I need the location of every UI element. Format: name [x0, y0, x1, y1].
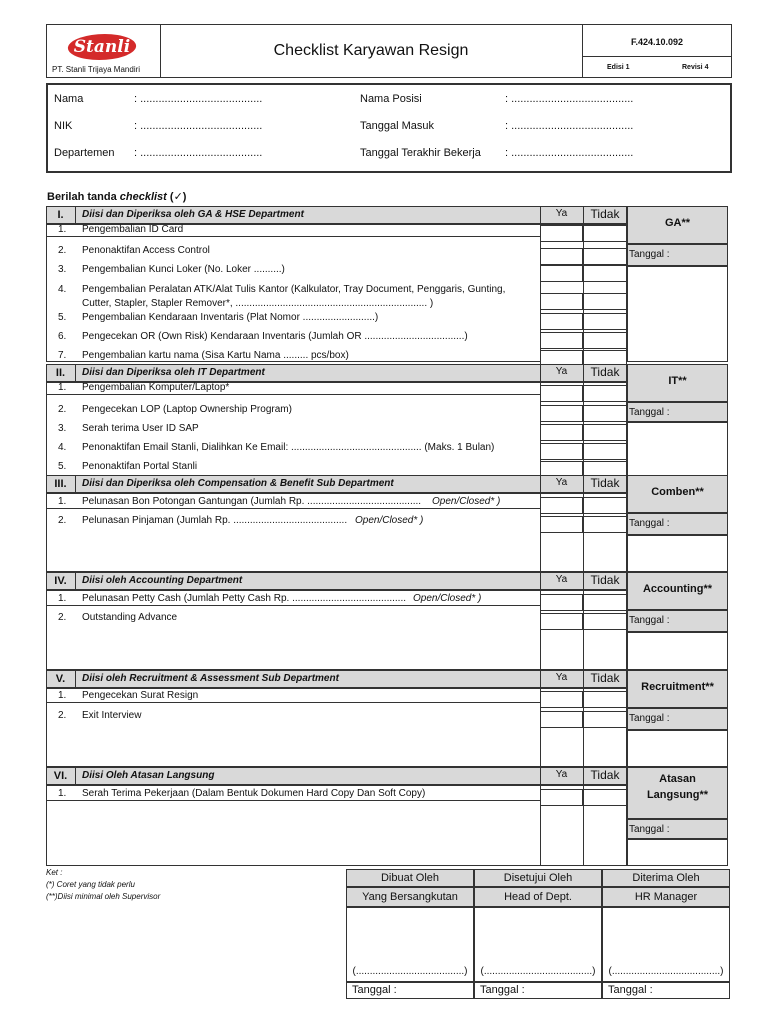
tidak-checkbox[interactable]: [583, 711, 627, 728]
item-number: 2.: [58, 404, 67, 415]
checklist-item: Penonaktifan Email Stanli, Dialihkan Ke Email: ............................................... (Maks. 1 Bulan): [82, 442, 495, 453]
sig-date-label: Tanggal :: [352, 984, 397, 996]
col-tidak-header: Tidak: [590, 365, 620, 379]
item-number: 1.: [58, 224, 67, 235]
signoff-date-label: Tanggal :: [629, 518, 670, 529]
section-number: VI.: [53, 770, 68, 782]
tidak-checkbox[interactable]: [583, 613, 627, 630]
ya-checkbox[interactable]: [540, 293, 583, 310]
field-nama-posisi[interactable]: : ........................................: [505, 93, 634, 105]
revision: Revisi 4: [682, 64, 709, 71]
sig-role: Dibuat Oleh: [380, 872, 440, 884]
sig-person: Yang Bersangkutan: [362, 891, 458, 903]
signoff-signature[interactable]: [627, 730, 728, 767]
field-tanggal-masuk[interactable]: : ........................................: [505, 120, 634, 132]
checklist-item: Exit Interview: [82, 710, 142, 721]
tidak-checkbox[interactable]: [583, 443, 627, 460]
signoff-date-label: Tanggal :: [629, 615, 670, 626]
ya-checkbox[interactable]: [540, 332, 583, 349]
checklist-item: Pelunasan Bon Potongan Gantungan (Jumlah Rp. .........................................: [82, 496, 422, 507]
checklist-item: Penonaktifan Portal Stanli: [82, 461, 198, 472]
checklist-item: Pelunasan Pinjaman (Jumlah Rp. .........................................: [82, 515, 348, 526]
ya-checkbox[interactable]: [540, 313, 583, 330]
tidak-checkbox[interactable]: [583, 293, 627, 310]
section-number: IV.: [54, 575, 67, 587]
col-ya-header: Ya: [555, 672, 568, 683]
checklist-item: Pengembalian ID Card: [82, 224, 184, 235]
form-number: F.424.10.092: [630, 37, 684, 47]
section-title: Diisi oleh Recruitment & Assessment Sub Department: [82, 673, 339, 684]
checklist-item: Outstanding Advance: [82, 612, 178, 623]
item-number: 1.: [58, 496, 67, 507]
section-title: Diisi dan Diperiksa oleh IT Department: [82, 367, 265, 378]
label-tanggal-masuk: Tanggal Masuk: [360, 120, 434, 132]
item-number: 7.: [58, 350, 67, 361]
sig-date-label: Tanggal :: [480, 984, 525, 996]
checklist-item: Pengembalian Kendaraan Inventaris (Plat Nomor ..........................): [82, 312, 379, 323]
checklist-item-cont: Cutter, Stapler, Stapler Remover*, ..................................................................... ): [82, 298, 434, 309]
col-tidak-header: Tidak: [590, 476, 620, 490]
checklist-item: Serah Terima Pekerjaan (Dalam Bentuk Dokumen Hard Copy Dan Soft Copy): [82, 788, 426, 799]
section-number: V.: [55, 673, 66, 685]
sig-role: Disetujui Oleh: [503, 872, 573, 884]
section-number: III.: [54, 478, 67, 490]
section-number: I.: [57, 209, 64, 221]
edition: Edisi 1: [607, 64, 630, 71]
item-number: 1.: [58, 788, 67, 799]
item-number: 3.: [58, 264, 67, 275]
tidak-checkbox[interactable]: [583, 332, 627, 349]
col-tidak-header: Tidak: [590, 671, 620, 685]
col-tidak-header: Tidak: [590, 768, 620, 782]
col-tidak-header: Tidak: [590, 207, 620, 221]
tidak-checkbox[interactable]: [583, 497, 627, 514]
checklist-item: Pengecekan OR (Own Risk) Kendaraan Inventaris (Jumlah OR ....................................): [82, 331, 468, 342]
item-number: 1.: [58, 690, 67, 701]
section-title: Diisi dan Diperiksa oleh GA & HSE Department: [82, 209, 304, 220]
checklist-item: Pengembalian Peralatan ATK/Alat Tulis Kantor (Kalkulator, Tray Document, Penggaris, Gunting,: [82, 284, 506, 295]
signoff-title: Atasan: [659, 773, 696, 785]
signoff-title-2: Langsung**: [646, 789, 709, 801]
signoff-title: Comben**: [651, 486, 704, 498]
ya-checkbox[interactable]: [540, 516, 583, 533]
item-number: 2.: [58, 515, 67, 526]
label-departemen: Departemen: [54, 147, 115, 159]
ya-checkbox[interactable]: [540, 613, 583, 630]
col-ya-header: Ya: [555, 477, 568, 488]
open-closed-option[interactable]: Open/Closed* ): [413, 593, 482, 604]
item-number: 1.: [58, 382, 67, 393]
ya-checkbox[interactable]: [540, 225, 583, 242]
checklist-item: Pengembalian Komputer/Laptop*: [82, 382, 230, 393]
tidak-checkbox[interactable]: [583, 385, 627, 402]
page-title: Checklist Karyawan Resign: [273, 42, 469, 59]
tidak-checkbox[interactable]: [583, 248, 627, 265]
signoff-signature[interactable]: [627, 422, 728, 477]
tidak-checkbox[interactable]: [583, 424, 627, 441]
signoff-title: Accounting**: [642, 583, 713, 595]
item-number: 4.: [58, 284, 67, 295]
field-tanggal-terakhir[interactable]: : ........................................: [505, 147, 634, 159]
item-number: 3.: [58, 423, 67, 434]
company-logo: Stanli: [65, 34, 139, 60]
ya-checkbox[interactable]: [540, 424, 583, 441]
signoff-date-label: Tanggal :: [629, 713, 670, 724]
tidak-checkbox[interactable]: [583, 225, 627, 242]
item-number: 2.: [58, 245, 67, 256]
notes-ket: Ket :: [46, 868, 63, 877]
checklist-item: Penonaktifan Access Control: [82, 245, 210, 256]
field-nik[interactable]: : ........................................: [134, 120, 263, 132]
notes-2: (**)Diisi minimal oleh Supervisor: [46, 892, 161, 901]
tidak-checkbox[interactable]: [583, 265, 627, 282]
checklist-item: Pengecekan LOP (Laptop Ownership Program): [82, 404, 292, 415]
signoff-signature[interactable]: [627, 266, 728, 362]
signoff-signature[interactable]: [627, 535, 728, 572]
col-tidak-header: Tidak: [590, 573, 620, 587]
signoff-date-label: Tanggal :: [629, 407, 670, 418]
label-tanggal-terakhir: Tanggal Terakhir Bekerja: [360, 147, 481, 159]
tidak-checkbox[interactable]: [583, 691, 627, 708]
ya-checkbox[interactable]: [540, 594, 583, 611]
open-closed-option[interactable]: Open/Closed* ): [355, 515, 424, 526]
open-closed-option[interactable]: Open/Closed* ): [432, 496, 501, 507]
label-nik: NIK: [54, 120, 73, 132]
label-nama-posisi: Nama Posisi: [360, 93, 422, 105]
col-ya-header: Ya: [555, 208, 568, 219]
sig-name-line: (.......................................): [480, 966, 596, 977]
sig-name-line: (.......................................): [608, 966, 724, 977]
checklist-item: Serah terima User ID SAP: [82, 423, 199, 434]
ya-checkbox[interactable]: [540, 405, 583, 422]
item-number: 2.: [58, 710, 67, 721]
section-title: Diisi Oleh Atasan Langsung: [82, 770, 215, 781]
signoff-signature[interactable]: [627, 632, 728, 670]
label-nama: Nama: [54, 93, 84, 105]
tidak-checkbox[interactable]: [583, 405, 627, 422]
ya-checkbox[interactable]: [540, 265, 583, 282]
company-name: PT. Stanli Trijaya Mandiri: [52, 65, 141, 74]
item-number: 5.: [58, 312, 67, 323]
checklist-item: Pengecekan Surat Resign: [82, 690, 199, 701]
item-number: 1.: [58, 593, 67, 604]
checklist-item: Pengembalian kartu nama (Sisa Kartu Nama ......... pcs/box): [82, 350, 349, 361]
checklist-item: Pengembalian Kunci Loker (No. Loker ..........): [82, 264, 285, 275]
section-title: Diisi dan Diperiksa oleh Compensation & Benefit Sub Department: [82, 478, 394, 489]
ya-checkbox[interactable]: [540, 385, 583, 402]
ya-checkbox[interactable]: [540, 497, 583, 514]
item-number: 2.: [58, 612, 67, 623]
col-ya-header: Ya: [555, 366, 568, 377]
col-ya-header: Ya: [555, 574, 568, 585]
signoff-date-label: Tanggal :: [629, 249, 670, 260]
sig-person: HR Manager: [634, 891, 698, 903]
item-number: 5.: [58, 461, 67, 472]
notes-1: (*) Coret yang tidak perlu: [46, 880, 135, 889]
section-title: Diisi oleh Accounting Department: [82, 575, 243, 586]
ya-checkbox[interactable]: [540, 711, 583, 728]
sig-role: Diterima Oleh: [632, 872, 700, 884]
tidak-checkbox[interactable]: [583, 789, 627, 806]
signoff-title: GA**: [664, 217, 691, 229]
tidak-checkbox[interactable]: [583, 313, 627, 330]
signoff-signature[interactable]: [627, 839, 728, 866]
col-ya-header: Ya: [555, 769, 568, 780]
tidak-checkbox[interactable]: [583, 516, 627, 533]
section-number: II.: [55, 367, 66, 379]
item-number: 6.: [58, 331, 67, 342]
ya-checkbox[interactable]: [540, 248, 583, 265]
checklist-item: Pelunasan Petty Cash (Jumlah Petty Cash Rp. .........................................: [82, 593, 407, 604]
signoff-title: IT**: [668, 375, 687, 387]
signoff-date-label: Tanggal :: [629, 824, 670, 835]
field-nama[interactable]: : ........................................: [134, 93, 263, 105]
signoff-title: Recruitment**: [641, 681, 714, 693]
ya-checkbox[interactable]: [540, 443, 583, 460]
item-number: 4.: [58, 442, 67, 453]
tidak-checkbox[interactable]: [583, 594, 627, 611]
sig-person: Head of Dept.: [504, 891, 572, 903]
ya-checkbox[interactable]: [540, 789, 583, 806]
field-departemen[interactable]: : ........................................: [134, 147, 263, 159]
instruction: Berilah tanda checklist (✓): [47, 191, 187, 203]
sig-name-line: (.......................................): [352, 966, 468, 977]
sig-date-label: Tanggal :: [608, 984, 653, 996]
ya-checkbox[interactable]: [540, 691, 583, 708]
